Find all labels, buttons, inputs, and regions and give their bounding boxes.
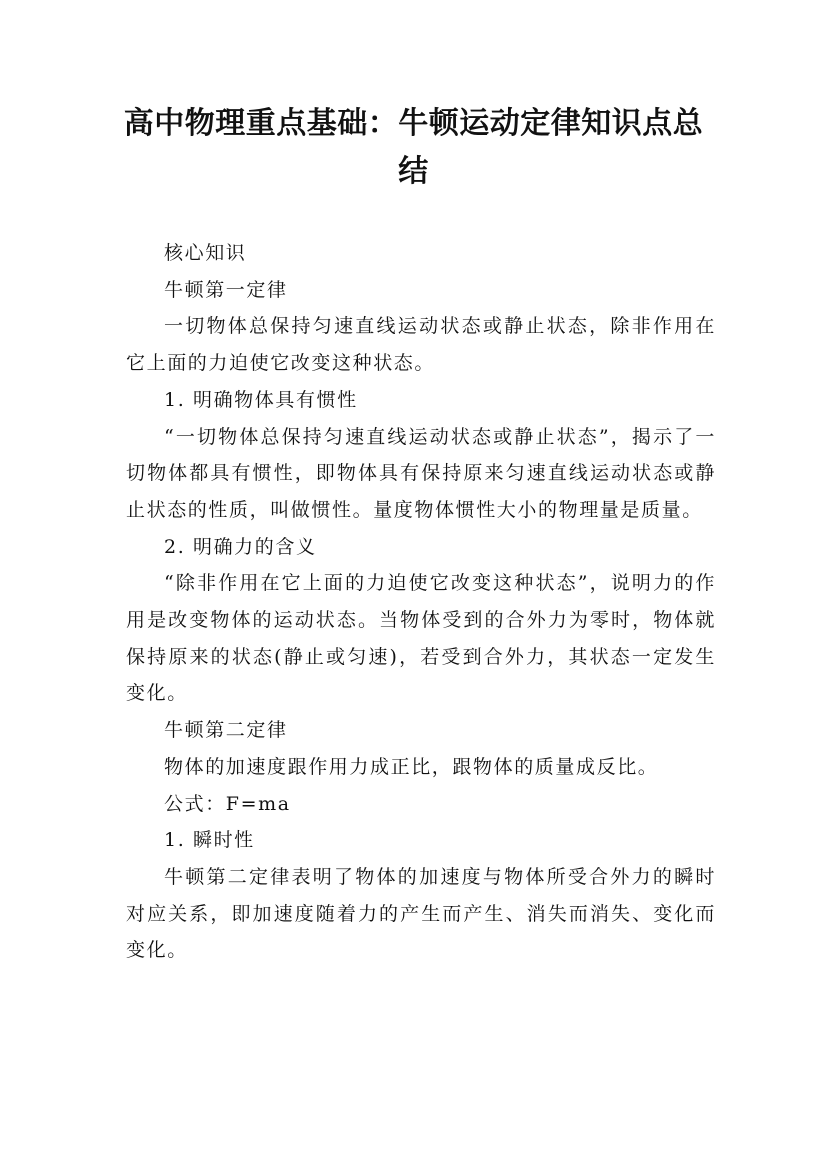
document-title: 高中物理重点基础：牛顿运动定律知识点总结 xyxy=(123,106,704,189)
paragraph-force-meaning: “除非作用在它上面的力迫使它改变这种状态”，说明力的作用是改变物体的运动状态。当物体受到的合外力为零时，物体就保持原来的状态(静止或匀速)，若受到合外力，其状态一定发生变化。 xyxy=(126,572,716,705)
section-heading-core-knowledge: 核心知识 xyxy=(164,242,247,264)
paragraph-first-law-statement: 一切物体总保持匀速直线运动状态或静止状态，除非作用在它上面的力迫使它改变这种状态。 xyxy=(126,315,716,375)
document-body xyxy=(126,235,716,969)
subheading-force-meaning: 2. 明确力的含义 xyxy=(164,535,317,558)
formula-line: 公式：F=ma xyxy=(164,792,291,815)
paragraph-instantaneity: 牛顿第二定律表明了物体的加速度与物体所受合外力的瞬时对应关系，即加速度随着力的产生而产生、消失而消失、变化而变化。 xyxy=(126,865,716,962)
subheading-instantaneity: 1. 瞬时性 xyxy=(164,829,255,852)
subheading-inertia: 1. 明确物体具有惯性 xyxy=(164,388,358,411)
paragraph-second-law-statement: 物体的加速度跟作用力成正比，跟物体的质量成反比。 xyxy=(164,755,659,778)
section-heading-first-law: 牛顿第一定律 xyxy=(164,278,288,301)
section-heading-second-law: 牛顿第二定律 xyxy=(164,719,288,742)
paragraph-inertia: “一切物体总保持匀速直线运动状态或静止状态”，揭示了一切物体都具有惯性，即物体具有保持原来匀速直线运动状态或静止状态的性质，叫做惯性。量度物体惯性大小的物理量是质量。 xyxy=(126,425,716,521)
